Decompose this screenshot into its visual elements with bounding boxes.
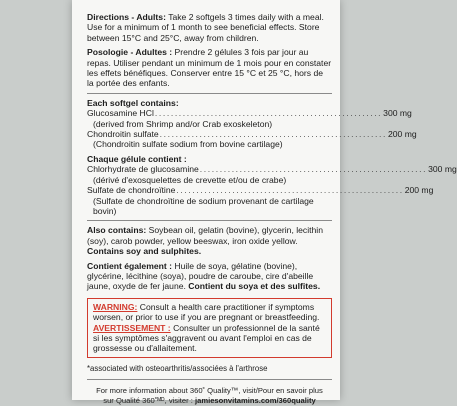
also-contains-fr-heading: Contient également : (87, 260, 172, 271)
ingredient-name: Sulfate de chondroïtine (87, 185, 176, 196)
ingredient-amount: 200 mg (404, 185, 434, 196)
directions-fr-heading: Posologie - Adultes : (87, 47, 173, 58)
ingredient-amount: 300 mg (383, 108, 412, 119)
divider (87, 93, 332, 94)
allergen-fr: Contient du soya et des sulfites. (188, 281, 321, 292)
product-label (72, 0, 457, 406)
also-contains-fr (87, 261, 332, 292)
ingredient-source: (derived from Shrimp and/or Crab exoskeleton) (93, 118, 273, 129)
warning-box (87, 298, 332, 358)
also-contains-en-text: Soybean oil, gelatin (bovine), glycerin, lecithin (soy), carob powder, yellow beeswax, iron oxide yellow. (87, 225, 323, 246)
ingredient-source: (Chondroitin sulfate sodium from bovine cartilage) (93, 139, 283, 150)
ingredient-row (87, 185, 434, 196)
divider (87, 220, 332, 221)
directions-en-heading: Directions - Adults: (87, 12, 166, 22)
also-contains-en-heading: Also contains: (87, 225, 147, 236)
directions-en (87, 12, 332, 43)
ingredient-name: Chondroitin sulfate (87, 129, 159, 140)
ingredient-name: Glucosamine HCl (87, 108, 154, 119)
ingredient-name: Chlorhydrate de glucosamine (87, 164, 199, 175)
warning-en-text: Consult a health care practitioner if symptoms worsen, or prior to use if you are pregnant or breastfeeding. (93, 301, 320, 323)
ingredient-amount: 300 mg (428, 164, 457, 175)
ingredients-en-heading: Each softgel contains: (87, 97, 179, 108)
footer-line-1: For more information about 360˚ Quality™, visit/Pour en savoir plus (96, 386, 323, 396)
directions-fr-paragraph (87, 47, 332, 89)
ingredient-source: (dérivé d'exosquelettes de crevette et/ou de crabe) (93, 174, 287, 185)
ingredient-row (87, 164, 457, 175)
footer-line-2-prefix: sur Qualité 360˚ᴹᴰ, visiter : (103, 396, 193, 406)
ingredients-fr-heading: Chaque gélule contient : (87, 153, 187, 164)
warning-en-heading: WARNING: (93, 301, 138, 312)
also-contains-en-paragraph (87, 225, 332, 246)
leader-dots: ......................................................... (176, 185, 404, 196)
warning-fr-text: Consulter un professionnel de la santé si les symptômes s'aggravent ou avant l'emploi en cas de grossesse ou d'allaitement. (93, 322, 320, 354)
ingredient-source: (Sulfate de chondroïtine de sodium provenant de cartilage bovin) (93, 195, 314, 216)
warning-fr-heading: AVERTISSEMENT : (93, 322, 171, 333)
warning-en-paragraph (93, 302, 326, 323)
label-body (72, 0, 457, 406)
leader-dots: ......................................................... (199, 164, 428, 175)
divider (87, 379, 332, 380)
also-contains-fr-paragraph (87, 261, 332, 292)
directions-fr-text: Prendre 2 gélules 3 fois par jour au repas. Utiliser pendant un minimum de 1 mois pour en constater les effets bénéfiques. Conserver entre 15 °C et 25 °C, hors de la portée des enfants. (87, 47, 332, 89)
also-contains-fr-text: Huile de soya, gélatine (bovine), glycérine, lécithine (soya), poudre de caroube, cire d'abeille jaune, oxyde de fer jaune. (87, 260, 314, 292)
footer (87, 386, 332, 406)
footer-url: jamiesonvitamins.com/360quality (195, 396, 316, 406)
directions-fr (87, 47, 332, 89)
ingredient-row (87, 108, 412, 119)
leader-dots: ......................................................... (159, 129, 387, 140)
ingredients-fr (87, 153, 457, 216)
warning-fr-paragraph (93, 323, 326, 354)
directions-en-paragraph (87, 12, 332, 43)
footnote: *associated with osteoarthritis/associées à l'arthrose (87, 363, 268, 373)
ingredients-en (87, 97, 417, 150)
also-contains-en (87, 225, 332, 256)
directions-en-text: Take 2 softgels 3 times daily with a meal. Use for a minimum of 1 month to see beneficial effects. Store between 15°C and 25°C, away from children. (87, 12, 324, 43)
ingredient-row (87, 129, 417, 140)
ingredient-amount: 200 mg (387, 129, 417, 140)
allergen-en: Contains soy and sulphites. (87, 246, 202, 257)
footer-line-2 (87, 396, 332, 406)
leader-dots: ......................................................... (154, 108, 383, 119)
